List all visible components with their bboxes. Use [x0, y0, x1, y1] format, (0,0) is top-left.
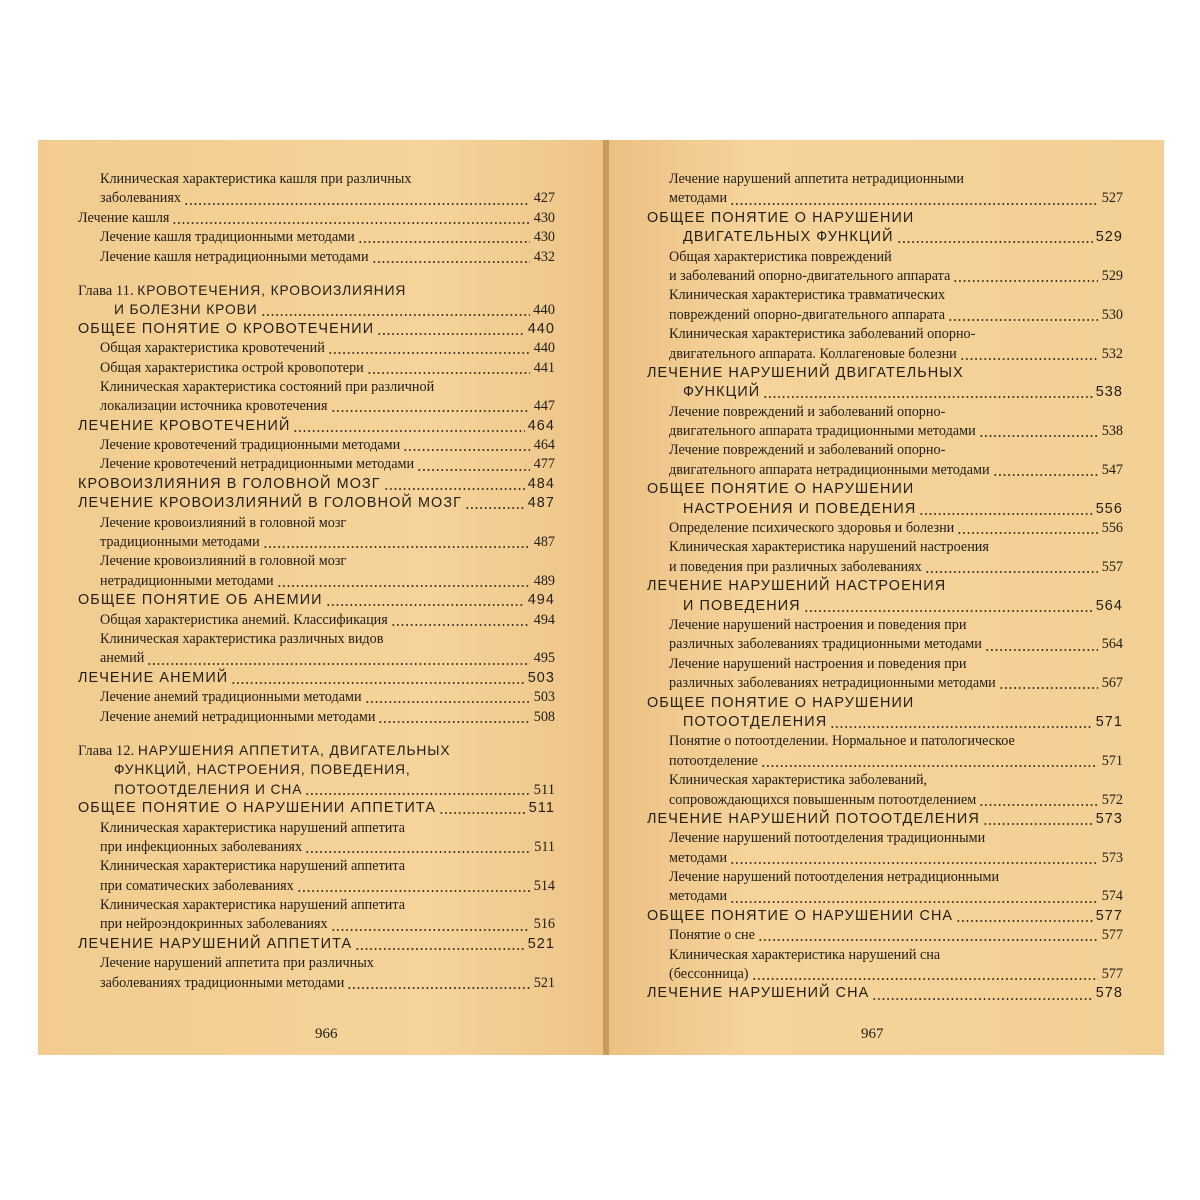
entry-page-number: 573	[1095, 810, 1123, 827]
entry-title: ЛЕЧЕНИЕ НАРУШЕНИЙ НАСТРОЕНИЯ	[647, 578, 947, 595]
dot-leader	[367, 371, 530, 375]
entry-title: ОБЩЕЕ ПОНЯТИЕ О КРОВОТЕЧЕНИИ	[78, 320, 375, 337]
toc-subentry	[78, 339, 555, 358]
entry-title: Клиническая характеристика заболеваний опорно-	[669, 326, 976, 343]
toc-subentry	[647, 791, 1123, 810]
toc-section-heading	[78, 494, 555, 513]
entry-title: сопровождающихся повышенным потоотделением	[669, 791, 977, 808]
entry-page-number: 508	[533, 708, 555, 725]
dot-leader	[985, 648, 1098, 652]
table-of-contents-right	[647, 170, 1123, 1004]
toc-subentry	[647, 286, 1123, 305]
entry-page-number: 477	[533, 456, 555, 473]
dot-leader	[925, 570, 1098, 574]
entry-title: при соматических заболеваниях	[100, 877, 294, 894]
entry-title: двигательного аппарата. Коллагеновые болезни	[669, 345, 957, 362]
entry-title: Клиническая характеристика травматических	[669, 287, 946, 304]
entry-title: методами	[669, 888, 728, 905]
entry-title: Лечение нарушений настроения и поведения при	[669, 616, 967, 633]
dot-leader	[172, 221, 530, 225]
entry-title: двигательного аппарата традиционными методами	[669, 423, 976, 440]
dot-leader	[761, 764, 1098, 768]
toc-chapter-title	[78, 281, 555, 300]
toc-subentry	[647, 519, 1123, 538]
toc-subentry	[647, 461, 1123, 480]
dot-leader	[417, 468, 530, 472]
toc-subentry	[647, 946, 1123, 965]
toc-subentry	[78, 572, 555, 591]
dot-leader	[277, 584, 530, 588]
entry-title: Лечение анемий нетрадиционными методами	[100, 708, 376, 725]
toc-section-heading	[647, 577, 1123, 596]
entry-title: ПОТООТДЕЛЕНИЯ И СНА	[114, 781, 303, 797]
toc-subentry	[647, 616, 1123, 635]
page-number-left: 966	[315, 1026, 338, 1042]
entry-title: Общая характеристика кровотечений	[100, 340, 325, 357]
entry-title: повреждений опорно-двигательного аппарата	[669, 306, 946, 323]
dot-leader	[993, 473, 1098, 477]
entry-page-number: 530	[1101, 306, 1123, 323]
entry-title: (бессонница)	[669, 966, 749, 983]
entry-page-number: 556	[1095, 500, 1123, 517]
entry-title: КРОВОИЗЛИЯНИЯ В ГОЛОВНОЙ МОЗГ	[78, 475, 381, 492]
entry-page-number: 538	[1095, 384, 1123, 401]
entry-page-number: 430	[533, 209, 555, 226]
entry-title: нетрадиционными методами	[100, 572, 274, 589]
entry-title: Клиническая характеристика заболеваний,	[669, 772, 928, 789]
toc-subentry	[78, 611, 555, 630]
entry-page-number: 577	[1101, 966, 1123, 983]
entry-title: ОБЩЕЕ ПОНЯТИЕ ОБ АНЕМИИ	[78, 592, 323, 609]
toc-subentry	[78, 838, 555, 857]
entry-title: ЛЕЧЕНИЕ НАРУШЕНИЙ ДВИГАТЕЛЬНЫХ	[647, 364, 964, 381]
entry-title: различных заболеваниях нетрадиционными методами	[669, 675, 996, 692]
toc-section-heading	[647, 228, 1123, 247]
entry-title: двигательного аппарата нетрадиционными методами	[669, 461, 990, 478]
dot-leader	[231, 681, 524, 685]
dot-leader	[297, 889, 530, 893]
toc-subentry	[78, 436, 555, 455]
toc-subentry	[78, 896, 555, 915]
toc-section-heading	[647, 500, 1123, 519]
toc-subentry	[78, 552, 555, 571]
entry-page-number: 532	[1101, 345, 1123, 362]
entry-title: методами	[669, 849, 728, 866]
entry-title: Клиническая характеристика нарушений аппетита	[100, 819, 406, 836]
entry-page-number: 503	[533, 689, 555, 706]
chapter-title-text: НАРУШЕНИЯ АППЕТИТА, ДВИГАТЕЛЬНЫХ	[137, 742, 451, 758]
toc-subentry	[78, 378, 555, 397]
entry-page-number: 577	[1101, 927, 1123, 944]
dot-leader	[763, 395, 1092, 399]
toc-subentry	[647, 538, 1123, 557]
dot-leader	[403, 448, 530, 452]
dot-leader	[730, 900, 1098, 904]
dot-leader	[957, 531, 1098, 535]
dot-leader	[758, 938, 1098, 942]
entry-title: Лечение анемий традиционными методами	[100, 689, 362, 706]
entry-title: Клиническая характеристика кашля при различных	[100, 171, 412, 187]
toc-subentry	[647, 441, 1123, 460]
dot-leader	[391, 623, 530, 627]
toc-subentry	[78, 248, 555, 267]
entry-page-number: 578	[1095, 985, 1123, 1002]
toc-subentry	[647, 674, 1123, 693]
entry-page-number: 538	[1101, 423, 1123, 440]
dot-leader	[439, 811, 526, 815]
entry-page-number: 494	[527, 592, 555, 609]
entry-title: Лечение кровоизлияний в головной мозг	[100, 553, 347, 570]
entry-page-number: 529	[1101, 267, 1123, 284]
entry-title: ЛЕЧЕНИЕ АНЕМИЙ	[78, 669, 229, 686]
entry-page-number: 495	[533, 650, 555, 667]
toc-spacer	[78, 267, 555, 281]
entry-title: ПОТООТДЕЛЕНИЯ	[683, 713, 828, 730]
toc-subentry	[647, 655, 1123, 674]
page-number-right: 967	[861, 1026, 884, 1042]
entry-title: Лечение повреждений и заболеваний опорно-	[669, 442, 946, 459]
entry-title: Клиническая характеристика нарушений аппетита	[100, 858, 406, 875]
toc-subentry	[647, 345, 1123, 364]
dot-leader	[331, 928, 530, 932]
book-spread	[38, 140, 1164, 1055]
toc-subentry	[647, 558, 1123, 577]
entry-title: Лечение нарушений потоотделения традиционными	[669, 830, 986, 847]
dot-leader	[730, 202, 1098, 206]
entry-title: Общая характеристика острой кровопотери	[100, 359, 364, 376]
entry-title: Лечение повреждений и заболеваний опорно-	[669, 403, 946, 420]
dot-leader	[948, 318, 1098, 322]
toc-subentry	[78, 189, 555, 208]
entry-page-number: 571	[1095, 713, 1123, 730]
entry-title: ЛЕЧЕНИЕ КРОВОТЕЧЕНИЙ	[78, 417, 291, 434]
toc-section-heading	[78, 935, 555, 954]
dot-leader	[365, 700, 530, 704]
entry-title: заболеваниях	[100, 190, 182, 207]
entry-title: Понятие о потоотделении. Нормальное и патологическое	[669, 733, 1015, 750]
toc-subentry	[78, 397, 555, 416]
toc-subentry	[78, 954, 555, 973]
toc-subentry	[78, 974, 555, 993]
dot-leader	[372, 260, 530, 264]
entry-page-number: 489	[533, 572, 555, 589]
dot-leader	[326, 603, 525, 607]
toc-subentry	[647, 170, 1123, 189]
entry-page-number: 464	[527, 417, 555, 434]
dot-leader	[956, 919, 1093, 923]
toc-section-heading	[78, 669, 555, 688]
entry-title: ЛЕЧЕНИЕ НАРУШЕНИЙ СНА	[647, 985, 870, 1002]
entry-page-number: 521	[533, 974, 555, 991]
entry-title: Лечение кровотечений нетрадиционными методами	[100, 456, 415, 473]
toc-section-heading	[647, 984, 1123, 1003]
toc-section-heading	[647, 480, 1123, 499]
entry-page-number: 432	[533, 248, 555, 265]
toc-subentry	[78, 857, 555, 876]
toc-section-heading	[78, 591, 555, 610]
toc-subentry	[78, 533, 555, 552]
toc-section-heading	[647, 907, 1123, 926]
toc-subentry	[647, 849, 1123, 868]
entry-title: и заболеваний опорно-двигательного аппарата	[669, 267, 951, 284]
toc-subentry	[78, 819, 555, 838]
dot-leader	[953, 279, 1098, 283]
entry-title: Определение психического здоровья и болезни	[669, 520, 955, 537]
toc-section-heading	[647, 597, 1123, 616]
toc-subentry	[647, 422, 1123, 441]
entry-title: Лечение кровоизлияний в головной мозг	[100, 514, 347, 531]
entry-title: Лечение кашля нетрадиционными методами	[100, 248, 369, 265]
toc-entry	[78, 209, 555, 228]
toc-subentry	[647, 965, 1123, 984]
entry-title: Лечение нарушений потоотделения нетрадиционными	[669, 869, 1000, 886]
dot-leader	[358, 240, 530, 244]
toc-subentry	[78, 688, 555, 707]
dot-leader	[830, 725, 1092, 729]
dot-leader	[378, 720, 530, 724]
toc-subentry	[78, 630, 555, 649]
entry-title: заболеваниях традиционными методами	[100, 974, 345, 991]
entry-title: Лечение кашля	[78, 209, 170, 226]
toc-subentry	[647, 732, 1123, 751]
toc-section-heading	[78, 417, 555, 436]
toc-subentry	[78, 359, 555, 378]
entry-title: ОБЩЕЕ ПОНЯТИЕ О НАРУШЕНИИ	[647, 209, 915, 226]
entry-title: Лечение нарушений аппетита нетрадиционными	[669, 171, 964, 187]
entry-page-number: 427	[533, 190, 555, 207]
toc-subentry	[647, 887, 1123, 906]
toc-section-heading	[647, 209, 1123, 228]
left-page	[38, 140, 603, 1055]
entry-title: Клиническая характеристика различных видов	[100, 630, 384, 647]
toc-subentry	[647, 635, 1123, 654]
dot-leader	[184, 202, 530, 206]
entry-page-number: 503	[527, 669, 555, 686]
dot-leader	[979, 803, 1098, 807]
entry-title: И БОЛЕЗНИ КРОВИ	[114, 302, 258, 318]
toc-chapter-title	[78, 780, 555, 799]
toc-subentry	[78, 708, 555, 727]
entry-title: различных заболеваниях традиционными методами	[669, 636, 982, 653]
dot-leader	[979, 434, 1098, 438]
entry-title: при инфекционных заболеваниях	[100, 838, 303, 855]
toc-section-heading	[78, 320, 555, 339]
entry-title: ОБЩЕЕ ПОНЯТИЕ О НАРУШЕНИИ	[647, 481, 915, 498]
entry-title: ДВИГАТЕЛЬНЫХ ФУНКЦИЙ	[683, 229, 894, 246]
entry-title: анемий	[100, 650, 145, 667]
chapter-number: Глава 11.	[78, 282, 134, 299]
toc-subentry	[647, 267, 1123, 286]
dot-leader	[355, 947, 524, 951]
entry-page-number: 440	[527, 320, 555, 337]
toc-subentry	[78, 455, 555, 474]
dot-leader	[897, 240, 1093, 244]
dot-leader	[804, 609, 1093, 613]
entry-page-number: 572	[1101, 791, 1123, 808]
entry-page-number: 557	[1101, 558, 1123, 575]
toc-spacer	[78, 727, 555, 741]
entry-page-number: 556	[1101, 520, 1123, 537]
entry-page-number: 527	[1101, 190, 1123, 207]
toc-subentry	[647, 771, 1123, 790]
entry-title: Клиническая характеристика нарушений сна	[669, 946, 941, 963]
entry-title: локализации источника кровотечения	[100, 398, 328, 415]
dot-leader	[293, 429, 524, 433]
toc-section-heading	[647, 694, 1123, 713]
entry-title: Клиническая характеристика нарушений аппетита	[100, 897, 406, 914]
entry-page-number: 511	[534, 838, 555, 855]
toc-subentry	[647, 868, 1123, 887]
entry-title: Клиническая характеристика состояний при различной	[100, 378, 435, 395]
toc-section-heading	[647, 810, 1123, 829]
toc-subentry	[78, 915, 555, 934]
toc-section-heading	[647, 364, 1123, 383]
toc-subentry	[647, 926, 1123, 945]
entry-page-number: 447	[533, 398, 555, 415]
entry-title: Лечение кровотечений традиционными методами	[100, 437, 401, 454]
dot-leader	[147, 662, 530, 666]
toc-subentry	[78, 228, 555, 247]
dot-leader	[465, 506, 525, 510]
dot-leader	[730, 861, 1098, 865]
entry-page-number: 464	[533, 437, 555, 454]
entry-page-number: 564	[1095, 597, 1123, 614]
entry-title: ЛЕЧЕНИЕ НАРУШЕНИЙ ПОТООТДЕЛЕНИЯ	[647, 810, 980, 827]
toc-subentry	[647, 189, 1123, 208]
entry-title: ФУНКЦИЙ	[683, 384, 761, 401]
entry-title: Общая характеристика анемий. Классификация	[100, 611, 388, 628]
toc-subentry	[78, 649, 555, 668]
entry-page-number: 487	[527, 495, 555, 512]
entry-title: И ПОВЕДЕНИЯ	[683, 597, 801, 614]
entry-page-number: 521	[527, 935, 555, 952]
toc-chapter-title	[78, 300, 555, 319]
toc-section-heading	[78, 475, 555, 494]
entry-title: традиционными методами	[100, 534, 260, 551]
toc-subentry	[647, 403, 1123, 422]
entry-page-number: 511	[528, 800, 555, 817]
toc-section-heading	[647, 713, 1123, 732]
entry-page-number: 514	[533, 877, 555, 894]
dot-leader	[305, 850, 530, 854]
entry-page-number: 573	[1101, 849, 1123, 866]
entry-page-number: 484	[527, 475, 555, 492]
toc-subentry	[647, 306, 1123, 325]
entry-page-number: 529	[1095, 229, 1123, 246]
toc-section-heading	[647, 383, 1123, 402]
toc-chapter-title	[78, 741, 555, 760]
entry-title: и поведения при различных заболеваниях	[669, 558, 922, 575]
toc-subentry	[647, 325, 1123, 344]
dot-leader	[347, 986, 530, 990]
dot-leader	[960, 357, 1098, 361]
entry-title: ЛЕЧЕНИЕ КРОВОИЗЛИЯНИЙ В ГОЛОВНОЙ МОЗГ	[78, 495, 463, 512]
dot-leader	[261, 313, 530, 317]
entry-page-number: 440	[533, 340, 555, 357]
entry-title: ЛЕЧЕНИЕ НАРУШЕНИЙ АППЕТИТА	[78, 935, 353, 952]
dot-leader	[328, 351, 530, 355]
dot-leader	[263, 545, 530, 549]
entry-title: Общая характеристика повреждений	[669, 248, 892, 265]
entry-title: Лечение нарушений настроения и поведения при	[669, 655, 967, 672]
entry-page-number: 516	[533, 916, 555, 933]
toc-subentry	[647, 752, 1123, 771]
entry-page-number: 511	[533, 781, 555, 798]
toc-subentry	[647, 829, 1123, 848]
dot-leader	[384, 487, 525, 491]
entry-page-number: 564	[1101, 636, 1123, 653]
toc-subentry	[78, 877, 555, 896]
dot-leader	[999, 686, 1098, 690]
entry-page-number: 494	[533, 611, 555, 628]
chapter-number: Глава 12.	[78, 742, 135, 759]
dot-leader	[305, 792, 530, 796]
entry-page-number: 577	[1095, 907, 1123, 924]
right-page	[609, 140, 1164, 1055]
entry-title: НАСТРОЕНИЯ И ПОВЕДЕНИЯ	[683, 500, 917, 517]
entry-page-number: 440	[533, 302, 555, 319]
entry-page-number: 574	[1101, 888, 1123, 905]
entry-title: ОБЩЕЕ ПОНЯТИЕ О НАРУШЕНИИ СНА	[647, 907, 954, 924]
toc-subentry	[78, 170, 555, 189]
dot-leader	[377, 332, 524, 336]
entry-page-number: 441	[533, 359, 555, 376]
chapter-title-text: КРОВОТЕЧЕНИЯ, КРОВОИЗЛИЯНИЯ	[137, 282, 407, 298]
dot-leader	[872, 997, 1092, 1001]
toc-section-heading	[78, 799, 555, 818]
entry-title: методами	[669, 190, 728, 207]
entry-page-number: 571	[1101, 752, 1123, 769]
entry-title: Клиническая характеристика нарушений настроения	[669, 539, 989, 556]
entry-title: ФУНКЦИЙ, НАСТРОЕНИЯ, ПОВЕДЕНИЯ,	[114, 762, 411, 778]
entry-page-number: 567	[1101, 675, 1123, 692]
entry-title: ОБЩЕЕ ПОНЯТИЕ О НАРУШЕНИИ	[647, 694, 915, 711]
entry-title: Лечение нарушений аппетита при различных	[100, 955, 374, 972]
entry-title: Понятие о сне	[669, 927, 755, 944]
dot-leader	[331, 409, 530, 413]
table-of-contents-left	[78, 170, 555, 993]
entry-title: при нейроэндокринных заболеваниях	[100, 916, 328, 933]
dot-leader	[919, 512, 1092, 516]
entry-title: Лечение кашля традиционными методами	[100, 229, 355, 246]
entry-title: потоотделение	[669, 752, 758, 769]
toc-chapter-title	[78, 760, 555, 779]
toc-subentry	[78, 514, 555, 533]
dot-leader	[752, 977, 1099, 981]
dot-leader	[983, 822, 1093, 826]
entry-page-number: 547	[1101, 461, 1123, 478]
entry-title: ОБЩЕЕ ПОНЯТИЕ О НАРУШЕНИИ АППЕТИТА	[78, 800, 437, 817]
entry-page-number: 487	[533, 534, 555, 551]
toc-subentry	[647, 248, 1123, 267]
entry-page-number: 430	[533, 229, 555, 246]
